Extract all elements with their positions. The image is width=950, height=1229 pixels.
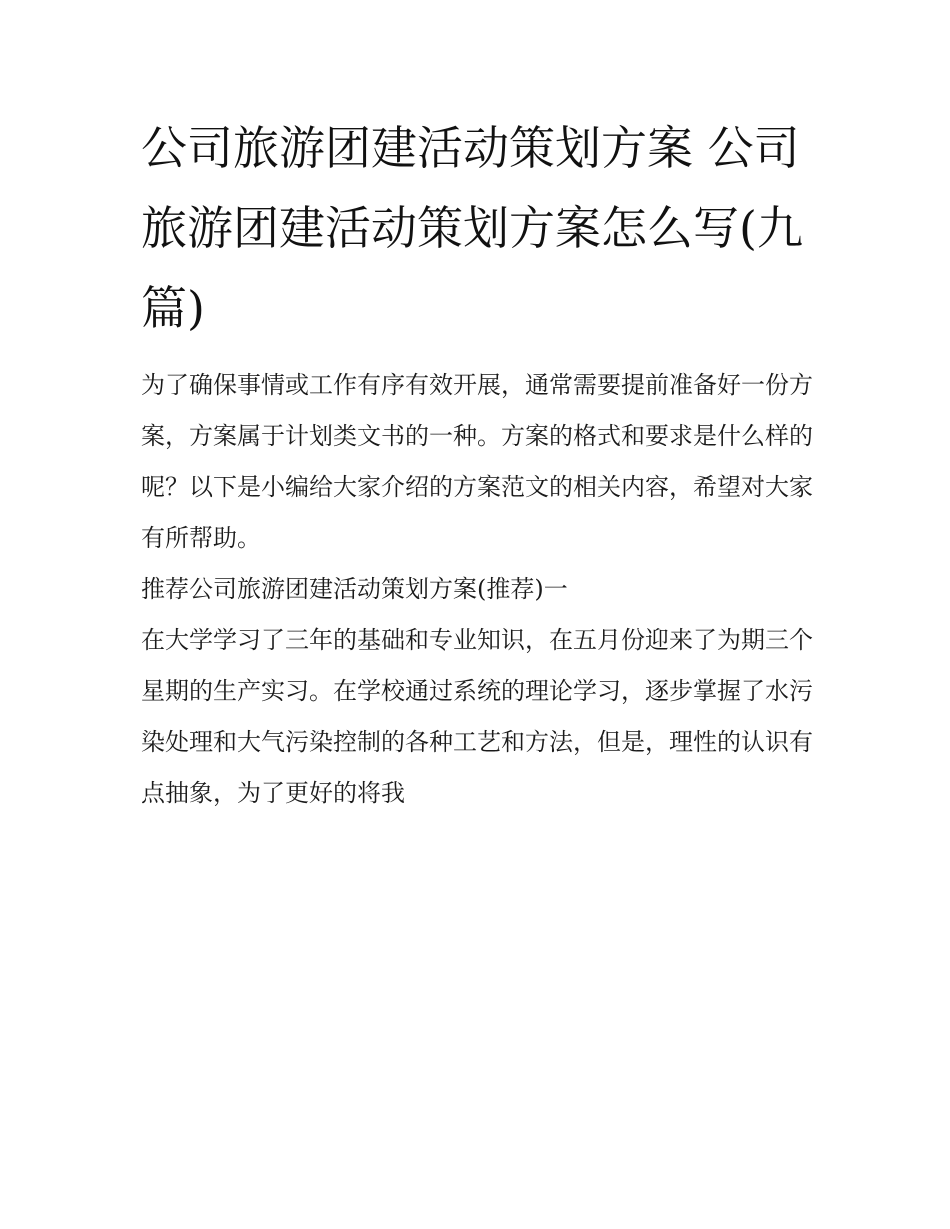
document-title: 公司旅游团建活动策划方案 公司旅游团建活动策划方案怎么写(九篇) bbox=[141, 121, 803, 335]
section-heading: 推荐公司旅游团建活动策划方案(推荐)一 bbox=[141, 575, 568, 603]
document-content bbox=[141, 108, 813, 819]
intro-paragraph: 为了确保事情或工作有序有效开展，通常需要提前准备好一份方案，方案属于计划类文书的一种。方案的格式和要求是什么样的呢？以下是小编给大家介绍的方案范文的相关内容，希望对大家有所帮助。 bbox=[141, 371, 813, 552]
body-paragraph: 在大学学习了三年的基础和专业知识，在五月份迎来了为期三个星期的生产实习。在学校通过系统的理论学习，逐步掌握了水污染处理和大气污染控制的各种工艺和方法，但是，理性的认识有点抽象，为了更好的将我 bbox=[141, 626, 813, 807]
